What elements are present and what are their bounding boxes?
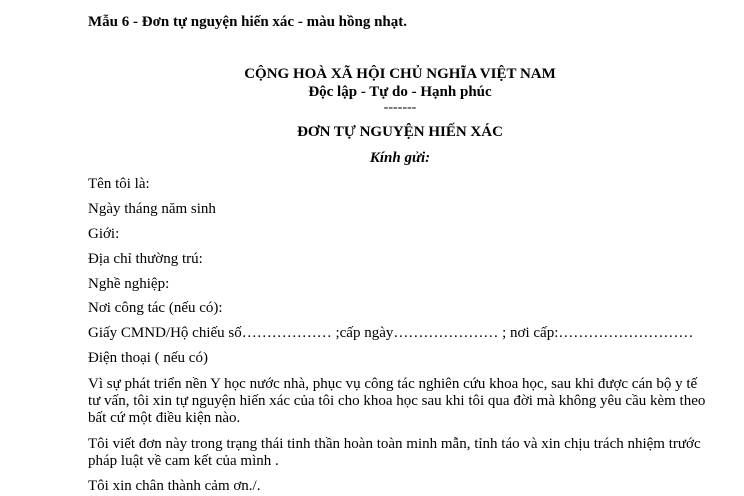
field-gender: Giới: [88,226,120,242]
national-motto: Độc lập - Tự do - Hạnh phúc [308,84,492,100]
paragraph-thanks: Tôi xin chân thành cảm ơn./. [88,478,261,494]
field-address: Địa chỉ thường trú: [88,251,203,267]
field-birthdate: Ngày tháng năm sinh [88,201,216,217]
paragraph-commitment: Tôi viết đơn này trong trạng thái tinh thần hoàn toàn minh mẫn, tỉnh táo và xin chịu trách nhiệm trước pháp luật về cam kết của mình . [88,436,701,469]
field-occupation: Nghề nghiệp: [88,276,170,292]
greeting: Kính gửi: [369,150,431,166]
field-workplace: Nơi công tác (nếu có): [88,300,223,316]
separator: ------- [383,100,417,115]
document-title: ĐƠN TỰ NGUYỆN HIẾN XÁC [297,124,503,140]
field-phone: Điện thoại ( nếu có) [88,350,208,366]
paragraph-donation-statement: Vì sự phát triển nền Y học nước nhà, phục vụ công tác nghiên cứu khoa học, sau khi được cán bộ y tế tư vấn, tôi xin tự nguyện hiến xác của tôi cho khoa học sau khi tôi qua đời mà không yêu cầu kèm theo bất cứ một điều kiện nào. [88,376,706,426]
field-name: Tên tôi là: [88,176,150,192]
country-name: CỘNG HOÀ XÃ HỘI CHỦ NGHĨA VIỆT NAM [244,66,556,82]
form-title: Mẫu 6 - Đơn tự nguyện hiến xác - màu hồng nhạt. [88,14,408,30]
field-id-card: Giấy CMND/Hộ chiếu số……………… ;cấp ngày………………… ; nơi cấp:……………………… [88,325,694,341]
